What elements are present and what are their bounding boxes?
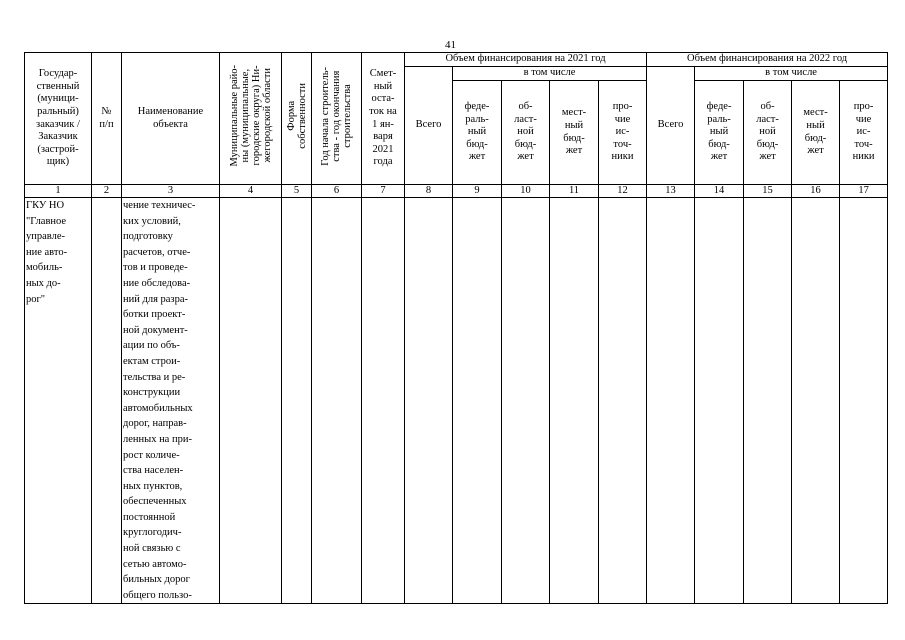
page-number: 41 [445, 39, 456, 51]
col-number: 14 [695, 185, 744, 198]
col-number: 2 [92, 185, 122, 198]
table-row [25, 198, 888, 604]
header-local-2021: мест- ный бюд- жет [550, 81, 599, 185]
row-cell [312, 198, 362, 604]
col-number: 5 [282, 185, 312, 198]
header-years-cell [312, 53, 362, 185]
header-estimate: Смет- ный оста- ток на 1 ян- варя 2021 года [362, 53, 405, 185]
header-ownership-cell [282, 53, 312, 185]
header-years: Год начала строитель- ства - год окончания строительства [320, 66, 353, 166]
col-number: 15 [744, 185, 792, 198]
row-cell [220, 198, 282, 604]
row-cell [362, 198, 405, 604]
header-total-2021: Всего [405, 67, 453, 185]
row-cell [792, 198, 840, 604]
header-other-2022: про- чие ис- точ- ники [840, 81, 888, 185]
row-cell [695, 198, 744, 604]
col-number: 13 [647, 185, 695, 198]
header-fin-2021: Объем финансирования на 2021 год [405, 53, 647, 67]
col-number: 11 [550, 185, 599, 198]
col-number: 3 [122, 185, 220, 198]
header-municipal: Муниципальные райо- ны (муниципальные, городские округа) Ни- жегородской области [228, 65, 273, 167]
financing-table [24, 52, 888, 604]
header-other-2021: про- чие ис- точ- ники [599, 81, 647, 185]
header-regional-2022: об- ласт- ной бюд- жет [744, 81, 792, 185]
col-number: 16 [792, 185, 840, 198]
row-cell [502, 198, 550, 604]
row-cell [405, 198, 453, 604]
row-cell [744, 198, 792, 604]
col-number: 8 [405, 185, 453, 198]
row-customer: ГКУ НО "Главное управле- ние авто- мобиль- ных до- рог" [25, 198, 92, 604]
row-cell [647, 198, 695, 604]
header-regional-2021: об- ласт- ной бюд- жет [502, 81, 550, 185]
header-ownership: Форма собственности [285, 83, 308, 150]
header-including-2021: в том числе [453, 67, 647, 81]
row-cell [599, 198, 647, 604]
col-number: 1 [25, 185, 92, 198]
col-number: 10 [502, 185, 550, 198]
col-number: 17 [840, 185, 888, 198]
header-local-2022: мест- ный бюд- жет [792, 81, 840, 185]
col-number: 6 [312, 185, 362, 198]
row-cell [550, 198, 599, 604]
col-number: 12 [599, 185, 647, 198]
header-municipal-cell [220, 53, 282, 185]
header-including-2022: в том числе [695, 67, 888, 81]
header-fin-2022: Объем финансирования на 2022 год [647, 53, 888, 67]
header-total-2022: Всего [647, 67, 695, 185]
header-object-name: Наименование объекта [122, 53, 220, 185]
row-cell [840, 198, 888, 604]
header-customer: Государ- ственный (муници- pальный) заказчик / Заказчик (застрой- щик) [25, 53, 92, 185]
col-number: 9 [453, 185, 502, 198]
header-number: № п/п [92, 53, 122, 185]
header-federal-2021: феде- раль- ный бюд- жет [453, 81, 502, 185]
col-number: 7 [362, 185, 405, 198]
header-federal-2022: феде- раль- ный бюд- жет [695, 81, 744, 185]
row-cell [282, 198, 312, 604]
col-number: 4 [220, 185, 282, 198]
row-cell [453, 198, 502, 604]
row-cell [92, 198, 122, 604]
row-object-name: чение техничес- ких условий, подготовку расчетов, отче- тов и проведе- ние обследова- ний для разра- ботки проект- ной документ- ации по объ- ектам строи- тельства и ре- конструкции автомобильных дорог, направ- ленных на при- рост количе- ства населен- ных пунктов, обеспеченных постоянной круглогодич- ной связью с сетью автомо- бильных дорог общего пользо- [122, 198, 220, 604]
